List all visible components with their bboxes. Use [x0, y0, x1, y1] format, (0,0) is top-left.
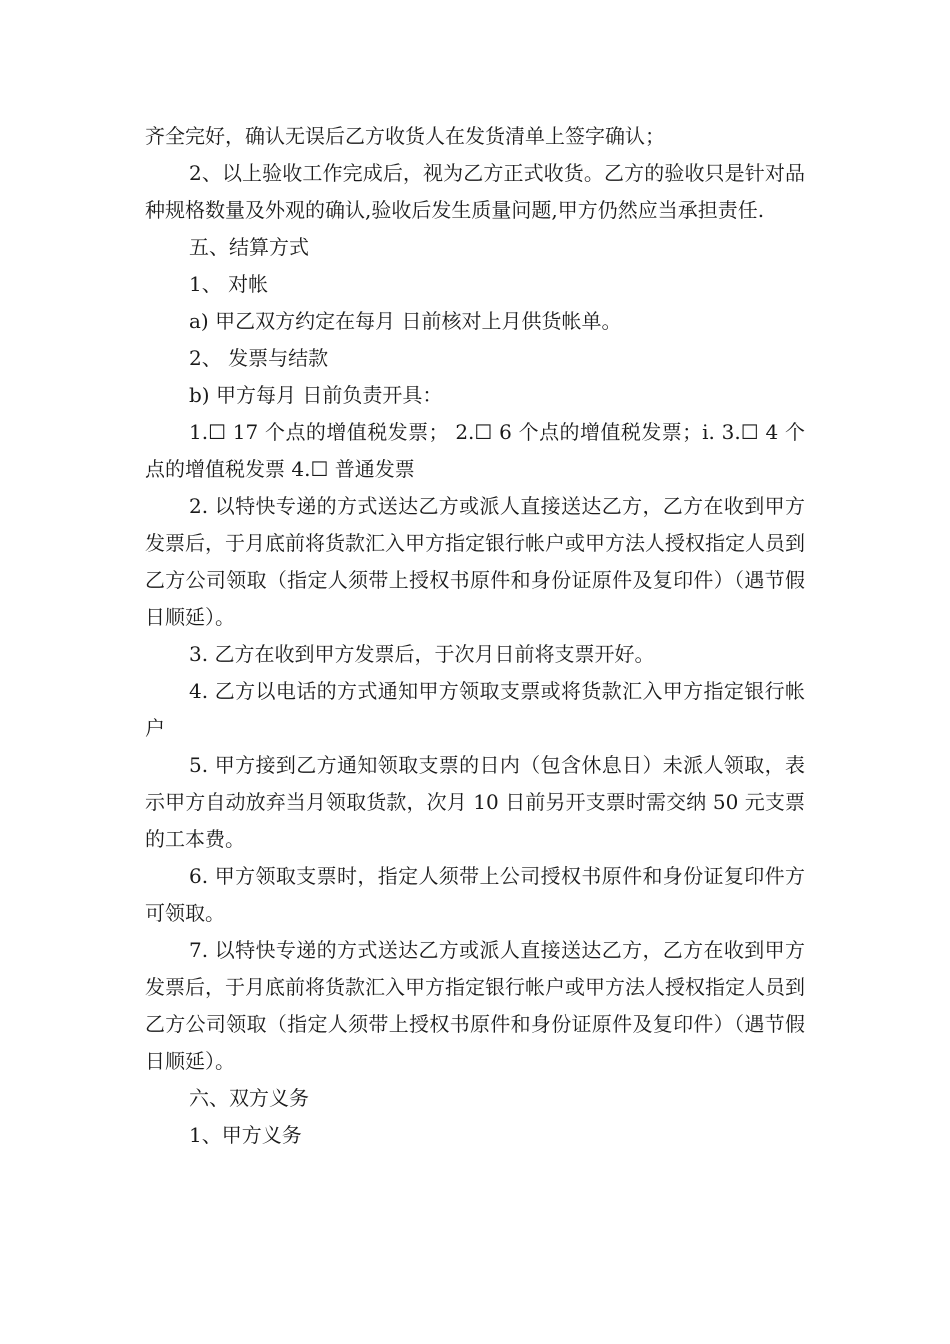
paragraph-cheque-authorization: 6. 甲方领取支票时，指定人须带上公司授权书原件和身份证复印件方可领取。	[145, 864, 805, 925]
paragraph-delivery-payment-2: 7. 以特快专递的方式送达乙方或派人直接送达乙方，乙方在收到甲方发票后，于月底前将货款汇入甲方指定银行帐户或甲方法人授权指定人员到乙方公司领取（指定人须带上授权书原件和身份证原件及复印件）（遇节假日顺延）。	[145, 938, 805, 1073]
paragraph-cheque-collection: 5. 甲方接到乙方通知领取支票的日内（包含休息日）未派人领取，表示甲方自动放弃当月领取货款，次月 10 日前另开支票时需交纳 50 元支票的工本费。	[145, 753, 805, 851]
paragraph-invoice-types: 1.☐ 17 个点的增值税发票； 2.☐ 6 个点的增值税发票；i. 3.☐ 4 个点的增值税发票 4.☐ 普通发票	[145, 420, 805, 481]
section-heading-obligations: 六、双方义务	[189, 1086, 309, 1110]
paragraph-reconciliation-date: a) 甲乙双方约定在每月 日前核对上月供货帐单。	[189, 309, 622, 333]
paragraph-invoice-issue: b) 甲方每月 日前负责开具：	[189, 383, 443, 407]
subheading-reconciliation: 1、 对帐	[189, 272, 269, 296]
section-heading-settlement: 五、结算方式	[189, 235, 309, 259]
subheading-invoice-payment: 2、 发票与结款	[189, 346, 329, 370]
paragraph-acceptance-complete: 2、以上验收工作完成后，视为乙方正式收货。乙方的验收只是针对品种规格数量及外观的确认,验收后发生质量问题,甲方仍然应当承担责任.	[145, 161, 805, 222]
paragraph-acceptance-confirm: 齐全完好，确认无误后乙方收货人在发货清单上签字确认；	[145, 124, 665, 148]
paragraph-delivery-payment-1: 2. 以特快专递的方式送达乙方或派人直接送达乙方，乙方在收到甲方发票后，于月底前将货款汇入甲方指定银行帐户或甲方法人授权指定人员到乙方公司领取（指定人须带上授权书原件和身份证原件及复印件）（遇节假日顺延）。	[145, 494, 805, 629]
subheading-party-a-obligations: 1、甲方义务	[189, 1123, 302, 1147]
document-body	[145, 118, 805, 1154]
paragraph-phone-notice: 4. 乙方以电话的方式通知甲方领取支票或将货款汇入甲方指定银行帐户	[145, 679, 805, 740]
paragraph-cheque-prepare: 3. 乙方在收到甲方发票后，于次月日前将支票开好。	[189, 642, 655, 666]
